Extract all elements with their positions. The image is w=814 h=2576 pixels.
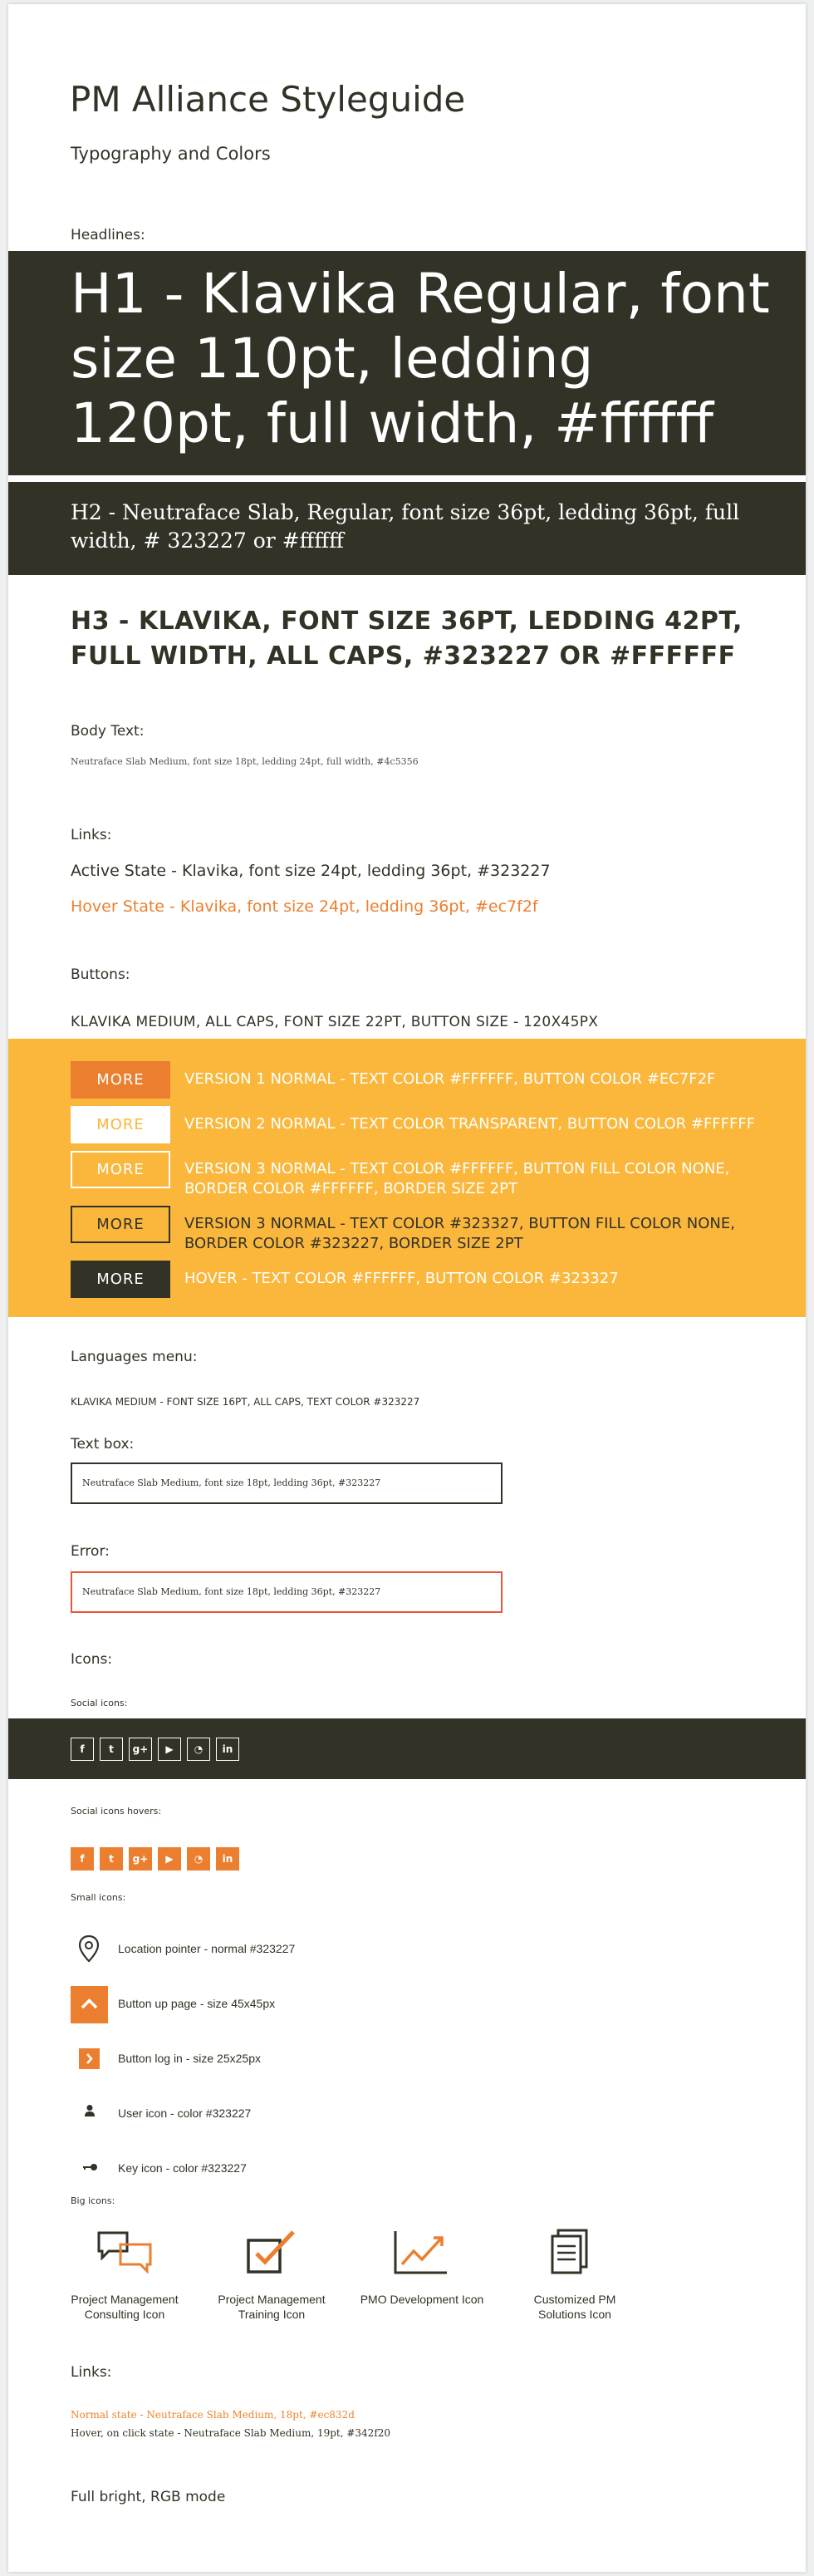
button-v3-dark-desc: VERSION 3 NORMAL - TEXT COLOR #323327, BUTTON FILL COLOR NONE, BORDER COLOR #323227, BORDER SIZE 2PT xyxy=(184,1215,735,1252)
big-icons-label: Big icons: xyxy=(71,2195,115,2206)
social-icons-label: Social icons: xyxy=(71,1698,128,1708)
training-icon-label: Project Management Training Icon xyxy=(218,2293,326,2321)
styleguide-page xyxy=(8,4,806,2572)
google-plus-icon[interactable]: g+ xyxy=(129,1738,152,1761)
link-hover-sample[interactable]: Hover, on click state - Neutraface Slab Medium, 19pt, #342f20 xyxy=(71,2427,391,2439)
more-button-v3-white[interactable]: MORE xyxy=(71,1151,170,1188)
social-hover-label: Social icons hovers: xyxy=(71,1806,162,1816)
google-plus-hover-icon[interactable]: g+ xyxy=(129,1847,152,1871)
training-checkbox-icon xyxy=(245,2227,298,2275)
facebook-icon[interactable]: f xyxy=(71,1738,94,1761)
consulting-chat-icon xyxy=(96,2229,154,2276)
link-normal-sample[interactable]: Normal state - Neutraface Slab Medium, 18pt, #ec832d xyxy=(71,2409,355,2421)
button-v3-white-desc: VERSION 3 NORMAL - TEXT COLOR #FFFFFF, BUTTON FILL COLOR NONE, BORDER COLOR #FFFFFF, BORDER SIZE 2PT xyxy=(184,1160,730,1197)
footer-note: Full bright, RGB mode xyxy=(71,2489,226,2505)
languages-label: Languages menu: xyxy=(71,1349,198,1365)
solutions-icon-label: Customized PM Solutions Icon xyxy=(533,2293,616,2321)
youtube-hover-icon[interactable]: ▶ xyxy=(158,1847,181,1871)
user-icon-text: User icon - color #323227 xyxy=(118,2107,252,2120)
solutions-documents-icon xyxy=(548,2228,590,2276)
location-pointer-icon xyxy=(78,1934,100,1963)
chevron-right-icon xyxy=(79,2048,100,2069)
textbox-field[interactable]: Neutraface Slab Medium, font size 18pt, ledding 36pt, #323227 xyxy=(71,1463,503,1504)
key-icon xyxy=(81,2162,98,2172)
languages-spec: KLAVIKA MEDIUM - FONT SIZE 16PT, ALL CAPS, TEXT COLOR #323227 xyxy=(71,1396,420,1408)
chevron-up-icon xyxy=(71,1986,108,2023)
pmo-icon-label: PMO Development Icon xyxy=(360,2293,484,2306)
rss-hover-icon[interactable]: ◔ xyxy=(187,1847,210,1871)
headlines-label: Headlines: xyxy=(71,227,145,243)
linkedin-icon[interactable]: in xyxy=(216,1738,239,1761)
active-link-sample[interactable]: Active State - Klavika, font size 24pt, ledding 36pt, #323227 xyxy=(71,862,551,880)
twitter-hover-icon[interactable]: t xyxy=(100,1847,123,1871)
location-pointer-text: Location pointer - normal #323227 xyxy=(118,1942,296,1955)
h3-sample: H3 - KLAVIKA, FONT SIZE 36PT, LEDDING 42PT, FULL WIDTH, ALL CAPS, #323227 OR #FFFFFF xyxy=(71,607,743,671)
linkedin-hover-icon[interactable]: in xyxy=(216,1847,239,1871)
page-subtitle: Typography and Colors xyxy=(71,144,271,164)
icons-label: Icons: xyxy=(71,1651,113,1668)
links-label: Links: xyxy=(71,827,112,843)
h2-sample: H2 - Neutraface Slab, Regular, font size 36pt, ledding 36pt, full width, # 323227 or #ffffff xyxy=(71,500,740,553)
error-label: Error: xyxy=(71,1543,110,1560)
textbox-label: Text box: xyxy=(71,1436,135,1453)
more-button-v2[interactable]: MORE xyxy=(71,1106,170,1143)
small-icons-label: Small icons: xyxy=(71,1892,126,1903)
social-icons-band xyxy=(8,1718,806,1779)
buttons-label: Buttons: xyxy=(71,966,130,983)
error-field[interactable]: Neutraface Slab Medium, font size 18pt, ledding 36pt, #323227 xyxy=(71,1571,503,1613)
rss-icon[interactable]: ◔ xyxy=(187,1738,210,1761)
buttons-spec: KLAVIKA MEDIUM, ALL CAPS, FONT SIZE 22PT, BUTTON SIZE - 120X45PX xyxy=(71,1014,599,1030)
user-icon xyxy=(84,2104,96,2117)
hover-link-sample[interactable]: Hover State - Klavika, font size 24pt, ledding 36pt, #ec7f2f xyxy=(71,897,538,916)
more-button-hover[interactable]: MORE xyxy=(71,1261,170,1298)
page-title: PM Alliance Styleguide xyxy=(70,79,466,120)
key-icon-text: Key icon - color #323227 xyxy=(118,2161,247,2175)
facebook-hover-icon[interactable]: f xyxy=(71,1847,94,1871)
body-text-label: Body Text: xyxy=(71,723,145,740)
twitter-icon[interactable]: t xyxy=(100,1738,123,1761)
button-log-in-icon[interactable] xyxy=(79,2048,100,2069)
links-bottom-label: Links: xyxy=(71,2364,112,2381)
more-button-v3-dark[interactable]: MORE xyxy=(71,1206,170,1243)
button-up-page-text: Button up page - size 45x45px xyxy=(118,1997,276,2010)
pmo-chart-icon xyxy=(392,2229,450,2276)
button-v1-desc: VERSION 1 NORMAL - TEXT COLOR #FFFFFF, BUTTON COLOR #EC7F2F xyxy=(184,1070,716,1088)
youtube-icon[interactable]: ▶ xyxy=(158,1738,181,1761)
button-log-in-text: Button log in - size 25x25px xyxy=(118,2052,261,2065)
body-text-sample: Neutraface Slab Medium, font size 18pt, ledding 24pt, full width, #4c5356 xyxy=(71,756,419,767)
button-hover-desc: HOVER - TEXT COLOR #FFFFFF, BUTTON COLOR #323327 xyxy=(184,1270,619,1287)
button-up-page-icon[interactable] xyxy=(71,1986,108,2023)
button-v2-desc: VERSION 2 NORMAL - TEXT COLOR TRANSPARENT, BUTTON COLOR #FFFFFF xyxy=(184,1115,756,1133)
more-button-v1[interactable]: MORE xyxy=(71,1061,170,1099)
consulting-icon-label: Project Management Consulting Icon xyxy=(71,2293,179,2321)
h1-sample: H1 - Klavika Regular, font size 110pt, ledding 120pt, full width, #ffffff xyxy=(71,262,770,455)
